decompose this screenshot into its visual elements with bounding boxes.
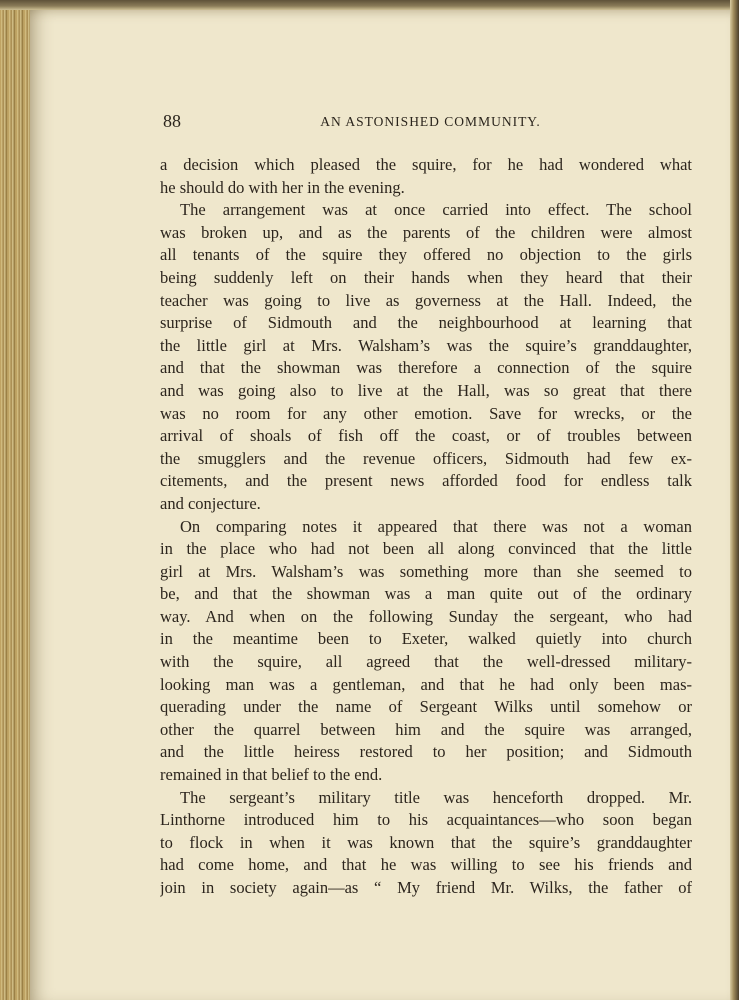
page-top-edge [0, 0, 739, 10]
text-line: way. And when on the following Sunday the sergeant, who had [160, 606, 692, 626]
page-right-edge [730, 0, 739, 1000]
text-line: was no room for any other emotion. Save for wrecks, or the [160, 403, 692, 423]
text-line: looking man was a gentleman, and that he had only been mas- [160, 674, 692, 694]
text-line: and the little heiress restored to her position; and Sidmouth [160, 742, 692, 762]
text-line: citements, and the present news afforded food for endless talk [160, 471, 692, 491]
text-line: and that the showman was therefore a connection of the squire [160, 358, 692, 378]
text-line: be, and that the showman was a man quite out of the ordinary [160, 584, 692, 604]
text-line: The arrangement was at once carried into effect. The school [180, 200, 692, 220]
text-line: a decision which pleased the squire, for he had wondered what [160, 155, 692, 174]
text-line: teacher was going to live as governess at the Hall. Indeed, the [160, 290, 692, 310]
text-line: was broken up, and as the parents of the children were almost [160, 222, 692, 242]
text-line: arrival of shoals of fish off the coast, or of troubles between [160, 426, 692, 446]
text-line: join in society again—as “ My friend Mr. Wilks, the father of [160, 878, 692, 897]
running-header [163, 111, 698, 135]
text-line: surprise of Sidmouth and the neighbourhood at learning that [160, 313, 692, 333]
text-line: and conjecture. [160, 493, 261, 513]
text-line: to flock in when it was known that the squire’s granddaughter [160, 832, 692, 852]
text-line: The sergeant’s military title was henceforth dropped. Mr. [180, 787, 692, 807]
text-line: he should do with her in the evening. [160, 177, 405, 197]
text-line: in the place who had not been all along convinced that the little [160, 539, 692, 559]
book-spine [0, 0, 34, 1000]
text-line: the smugglers and the revenue officers, Sidmouth had few ex- [160, 448, 692, 468]
text-line: and was going also to live at the Hall, was so great that there [160, 380, 692, 400]
running-title: AN ASTONISHED COMMUNITY. [320, 114, 541, 129]
text-line: the little girl at Mrs. Walsham’s was the squire’s granddaughter, [160, 335, 692, 355]
text-line: On comparing notes it appeared that there was not a woman [180, 516, 692, 536]
text-line: with the squire, all agreed that the well-dressed military- [160, 652, 692, 672]
text-line: being suddenly left on their hands when they heard that their [160, 267, 692, 287]
text-line: querading under the name of Sergeant Wilks until somehow or [160, 697, 692, 717]
text-line: in the meantime been to Exeter, walked quietly into church [160, 629, 692, 649]
text-line: all tenants of the squire they offered no objection to the girls [160, 245, 692, 265]
text-line: had come home, and that he was willing to see his friends and [160, 855, 692, 875]
text-line: girl at Mrs. Walsham’s was something more than she seemed to [160, 561, 692, 581]
body-text [160, 154, 692, 900]
book-page [30, 8, 731, 1000]
text-line: other the quarrel between him and the squire was arranged, [160, 719, 692, 739]
text-line: remained in that belief to the end. [160, 765, 383, 785]
page-number: 88 [163, 111, 181, 131]
text-line: Linthorne introduced him to his acquaintances—who soon began [160, 810, 692, 830]
